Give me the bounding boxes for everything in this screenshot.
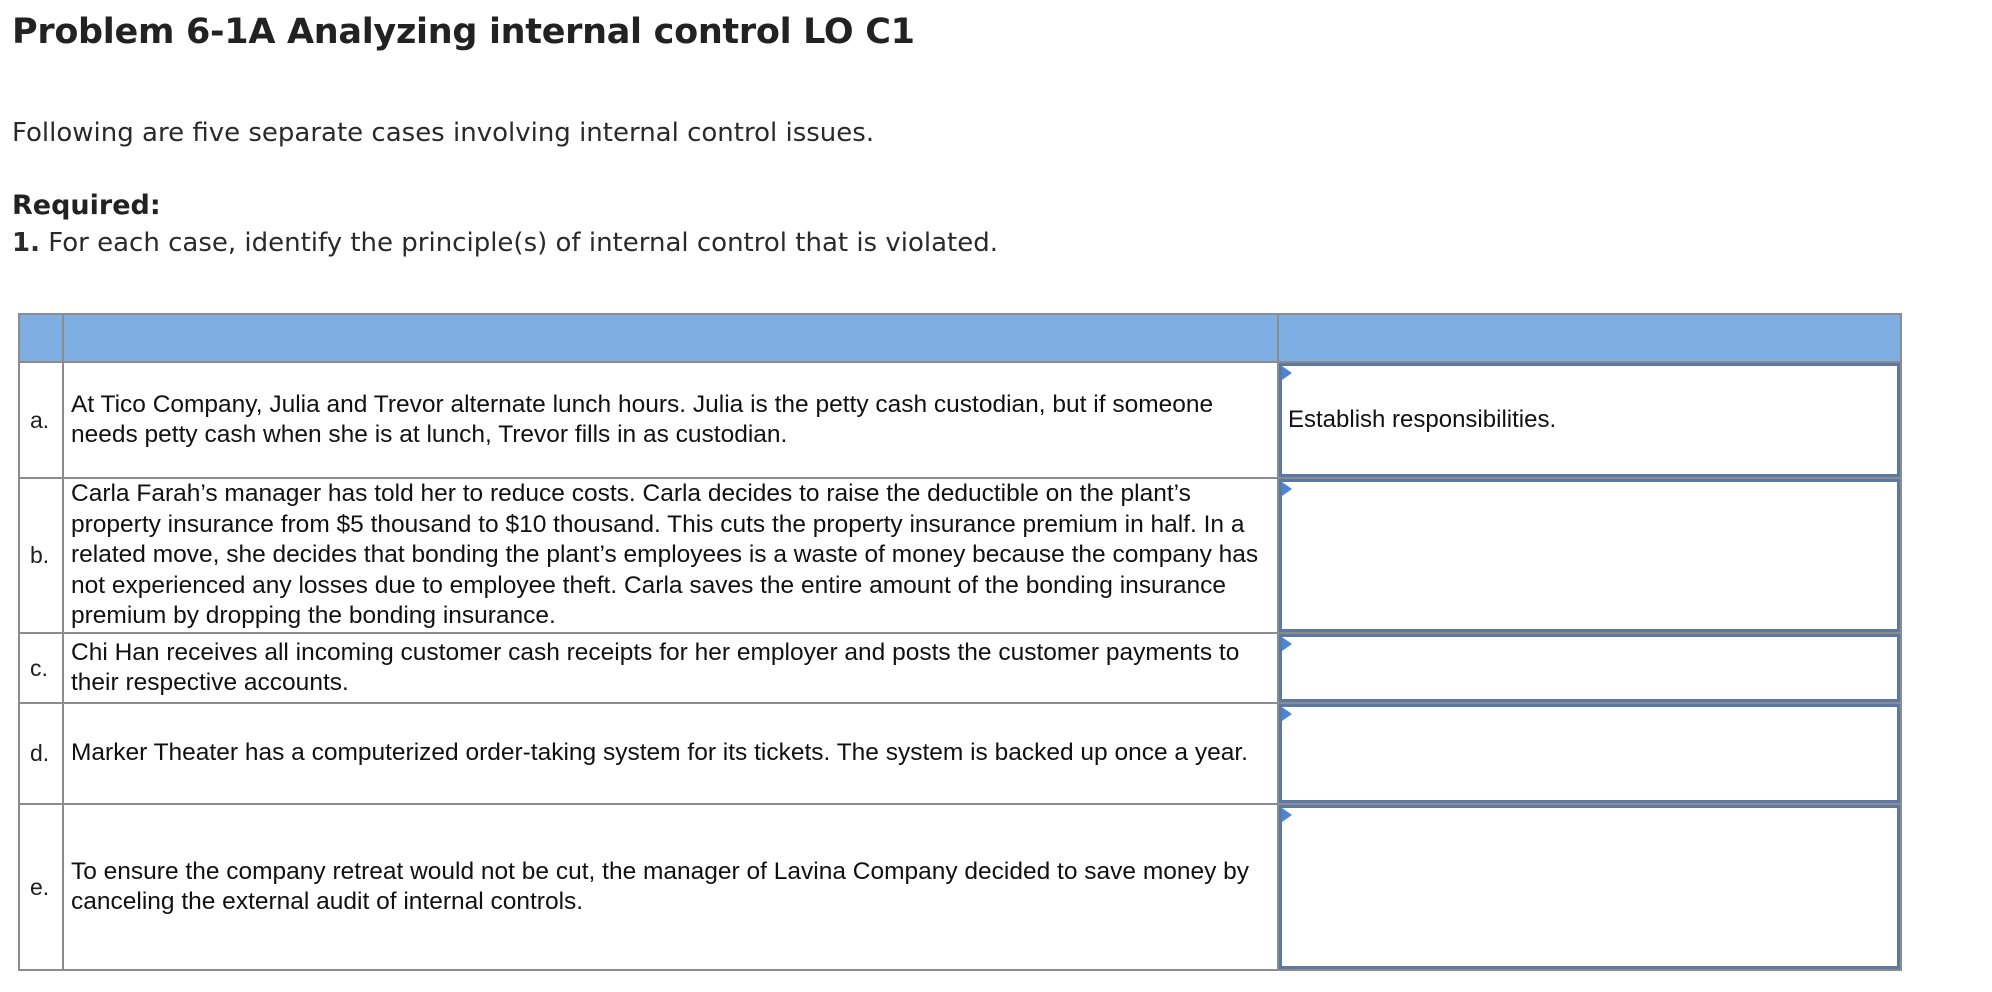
- dropdown-marker-icon: [1282, 366, 1292, 380]
- table-row: [19, 478, 1901, 633]
- case-description: At Tico Company, Julia and Trevor alternate lunch hours. Julia is the petty cash custodian, but if someone needs petty cash when she is at lunch, Trevor fills in as custodian.: [63, 362, 1278, 478]
- table-row: [19, 703, 1901, 804]
- table-row: [19, 804, 1901, 970]
- cases-table: [18, 313, 1902, 971]
- dropdown-marker-icon: [1282, 707, 1292, 721]
- header-cell-principle: [1278, 314, 1901, 362]
- required-label: Required:: [12, 190, 161, 221]
- requirement-item: [12, 228, 998, 258]
- requirement-text: For each case, identify the principle(s) of internal control that is violated.: [48, 228, 998, 258]
- principle-answer: Establish responsibilities.: [1288, 406, 1557, 433]
- principle-dropdown[interactable]: [1278, 804, 1901, 970]
- table-row: [19, 633, 1901, 703]
- case-letter: b.: [19, 478, 63, 633]
- requirement-number: 1.: [12, 228, 40, 258]
- dropdown-marker-icon: [1282, 482, 1292, 496]
- case-letter: e.: [19, 804, 63, 970]
- case-description: Carla Farah’s manager has told her to reduce costs. Carla decides to raise the deductible on the plant’s property insurance from $5 thousand to $10 thousand. This cuts the property insurance premium in half. In a related move, she decides that bonding the plant’s employees is a waste of money because the company has not experienced any losses due to employee theft. Carla saves the entire amount of the bonding insurance premium by dropping the bonding insurance.: [63, 478, 1278, 633]
- case-description: To ensure the company retreat would not be cut, the manager of Lavina Company decided to save money by canceling the external audit of internal controls.: [63, 804, 1278, 970]
- header-cell-letter: [19, 314, 63, 362]
- case-description: Marker Theater has a computerized order-taking system for its tickets. The system is backed up once a year.: [63, 703, 1278, 804]
- case-letter: c.: [19, 633, 63, 703]
- intro-text: Following are five separate cases involving internal control issues.: [12, 118, 875, 148]
- table-header-row: [19, 314, 1901, 362]
- case-letter: a.: [19, 362, 63, 478]
- page-title: Problem 6-1A Analyzing internal control LO C1: [12, 12, 915, 52]
- principle-dropdown[interactable]: [1278, 633, 1901, 703]
- case-letter: d.: [19, 703, 63, 804]
- case-description: Chi Han receives all incoming customer cash receipts for her employer and posts the customer payments to their respective accounts.: [63, 633, 1278, 703]
- principle-dropdown[interactable]: [1278, 703, 1901, 804]
- dropdown-marker-icon: [1282, 808, 1292, 822]
- table-row: [19, 362, 1901, 478]
- principle-dropdown[interactable]: [1278, 478, 1901, 633]
- dropdown-marker-icon: [1282, 637, 1292, 651]
- header-cell-case: [63, 314, 1278, 362]
- principle-dropdown[interactable]: [1278, 362, 1901, 478]
